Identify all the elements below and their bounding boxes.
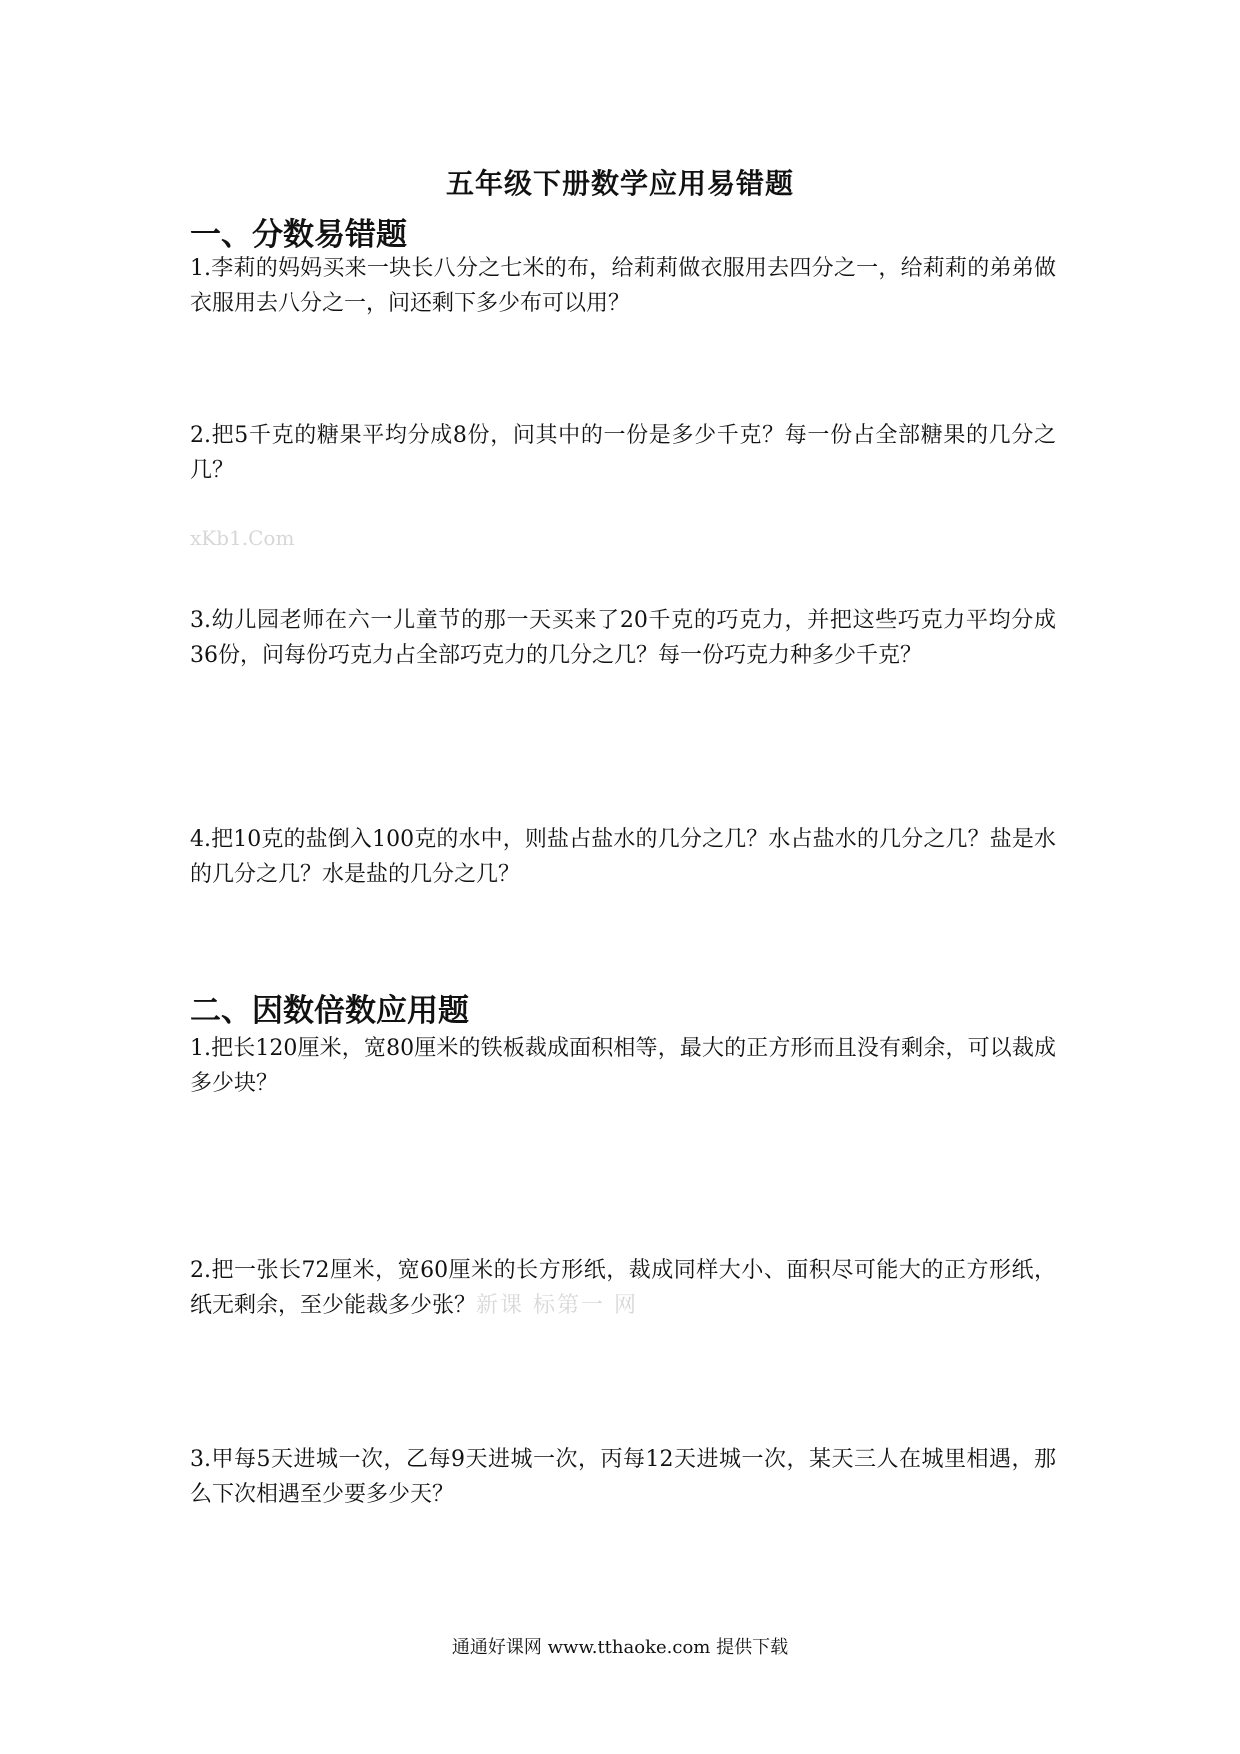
problem-text: 3.甲每5天进城一次，乙每9天进城一次，丙每12天进城一次，某天三人在城里相遇，那么下次相遇至少要多少天？ (190, 1447, 1056, 1507)
page-footer: 通通好课网 www.tthaoke.com 提供下载 (451, 1637, 789, 1658)
problem-text: 1.把长120厘米，宽80厘米的铁板裁成面积相等，最大的正方形而且没有剩余，可以裁成多少块？ (190, 1036, 1056, 1096)
problem-fractions-4 (190, 822, 1056, 892)
problem-factors-3 (190, 1442, 1056, 1512)
problem-text: 3.幼儿园老师在六一儿童节的那一天买来了20千克的巧克力，并把这些巧克力平均分成36份，问每份巧克力占全部巧克力的几分之几？每一份巧克力种多少千克？ (190, 608, 1056, 668)
section-heading-factors-multiples: 二、因数倍数应用题 (190, 993, 469, 1029)
watermark-text-inline: 新课 标第一 网 (476, 1293, 639, 1318)
problem-text: 1.李莉的妈妈买来一块长八分之七米的布，给莉莉做衣服用去四分之一，给莉莉的弟弟做衣服用去八分之一，问还剩下多少布可以用？ (190, 256, 1056, 316)
problem-fractions-3 (190, 603, 1056, 673)
problem-text: 4.把10克的盐倒入100克的水中，则盐占盐水的几分之几？水占盐水的几分之几？盐是水的几分之几？水是盐的几分之几？ (190, 827, 1056, 887)
problem-text: 2.把5千克的糖果平均分成8份，问其中的一份是多少千克？每一份占全部糖果的几分之几？ (190, 423, 1056, 483)
watermark-text: xKb1.Com (190, 526, 295, 550)
problem-fractions-2 (190, 418, 1056, 488)
problem-fractions-1 (190, 251, 1056, 321)
problem-text: 2.把一张长72厘米，宽60厘米的长方形纸，裁成同样大小、面积尽可能大的正方形纸，纸无剩余，至少能裁多少张？ (190, 1258, 1056, 1318)
problem-factors-2 (190, 1253, 1056, 1323)
problem-factors-1 (190, 1031, 1056, 1101)
document-title: 五年级下册数学应用易错题 (445, 167, 794, 200)
section-heading-fractions: 一、分数易错题 (190, 217, 407, 253)
